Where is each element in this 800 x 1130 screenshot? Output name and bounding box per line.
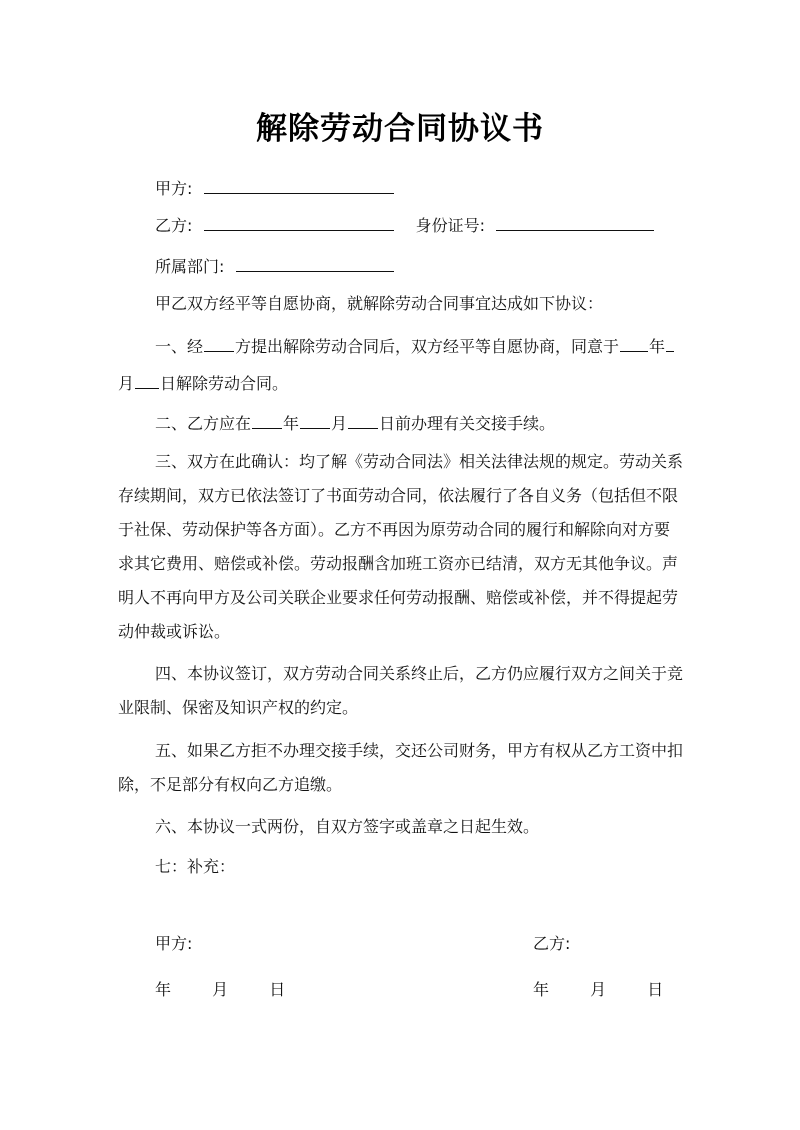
clause-7-text: 七：补充： [155, 857, 236, 876]
clause-2-text-a: 二、乙方应在 [155, 414, 252, 433]
id-number-label: 身份证号: [415, 216, 485, 235]
clause-1-party-blank[interactable] [204, 335, 234, 352]
signature-date-a [155, 979, 355, 1001]
clause-1-day-blank[interactable] [135, 372, 159, 389]
clause-1-year-label: 年 [649, 337, 666, 356]
clause-3-text: 动仲裁或诉讼。 [118, 622, 231, 641]
clause-2 [118, 412, 688, 435]
clause-1-month-label: 月 [118, 374, 135, 393]
clause-3-line-6 [118, 621, 688, 643]
clause-1-text-a: 一、经 [155, 337, 204, 356]
party-a-field[interactable] [204, 177, 394, 194]
clause-4-line-2 [118, 697, 688, 719]
party-b-label: 乙方: [155, 216, 193, 235]
clause-1-line-1 [118, 335, 688, 358]
clause-3-line-2 [118, 485, 688, 507]
clause-4-text: 四、本协议签订，双方劳动合同关系终止后，乙方仍应履行双方之间关于竞 [155, 664, 684, 683]
document-title: 解除劳动合同协议书 [256, 111, 544, 147]
clause-2-text-b: 日前办理有关交接手续。 [379, 414, 556, 433]
clause-2-year-label: 年 [283, 414, 300, 433]
clause-1-text-b: 方提出解除劳动合同后，双方经平等自愿协商，同意于 [235, 337, 620, 356]
clause-3-text: 明人不再向甲方及公司关联企业要求任何劳动报酬、赔偿或补偿，并不得提起劳 [118, 588, 679, 607]
clause-3-line-1 [118, 451, 688, 473]
clause-3-line-5 [118, 587, 688, 609]
clause-2-month-label: 月 [331, 414, 348, 433]
clause-1-year-blank[interactable] [620, 335, 648, 352]
clause-1-month-blank-a[interactable] [666, 335, 674, 352]
intro-text: 甲乙双方经平等自愿协商，就解除劳动合同事宜达成如下协议： [155, 294, 604, 313]
intro-paragraph [118, 293, 688, 315]
party-b-field[interactable] [204, 214, 394, 231]
clause-3-line-3 [118, 519, 688, 541]
date-a-month: 月 [212, 980, 229, 999]
party-a-label: 甲方: [155, 179, 193, 198]
clause-2-month-blank[interactable] [300, 412, 330, 429]
department-label: 所属部门: [155, 257, 225, 276]
clause-5-text: 五、如果乙方拒不办理交接手续，交还公司财务，甲方有权从乙方工资中扣 [155, 741, 684, 760]
clause-1-line-2 [118, 372, 688, 395]
clause-1-text-c: 日解除劳动合同。 [160, 374, 289, 393]
clause-5-line-2 [118, 774, 688, 796]
clause-4-text: 业限制、保密及知识产权的约定。 [118, 698, 359, 717]
clause-5-text: 除，不足部分有权向乙方追缴。 [118, 775, 343, 794]
clause-3-line-4 [118, 553, 688, 575]
clause-6 [118, 816, 688, 838]
date-b-day: 日 [647, 980, 664, 999]
clause-3-text: 存续期间，双方已依法签订了书面劳动合同，依法履行了各自义务（包括但不限 [118, 486, 679, 505]
clause-3-text: 于社保、劳动保护等各方面）。乙方不再因为原劳动合同的履行和解除向对方要 [118, 520, 671, 539]
id-number-field[interactable] [496, 214, 654, 231]
clause-2-day-blank[interactable] [348, 412, 378, 429]
clause-3-text: 求其它费用、赔偿或补偿。劳动报酬含加班工资亦已结清，双方无其他争议。声 [118, 554, 679, 573]
signature-party-a: 甲方: [155, 934, 193, 953]
date-b-year: 年 [533, 980, 550, 999]
party-b-row [118, 214, 688, 237]
clause-5-line-1 [118, 740, 688, 762]
clause-7 [118, 856, 688, 878]
clause-3-text: 三、双方在此确认：均了解《劳动合同法》相关法律法规的规定。劳动关系 [155, 452, 684, 471]
date-a-day: 日 [269, 980, 286, 999]
signature-party-b: 乙方: [533, 934, 571, 953]
department-field[interactable] [236, 255, 394, 272]
clause-4-line-1 [118, 663, 688, 685]
date-b-month: 月 [590, 980, 607, 999]
signature-date-b [533, 979, 733, 1001]
party-a-row [118, 177, 688, 200]
clause-2-year-blank[interactable] [252, 412, 282, 429]
date-a-year: 年 [155, 980, 172, 999]
department-row [118, 255, 688, 278]
clause-6-text: 六、本协议一式两份，自双方签字或盖章之日起生效。 [155, 817, 540, 836]
